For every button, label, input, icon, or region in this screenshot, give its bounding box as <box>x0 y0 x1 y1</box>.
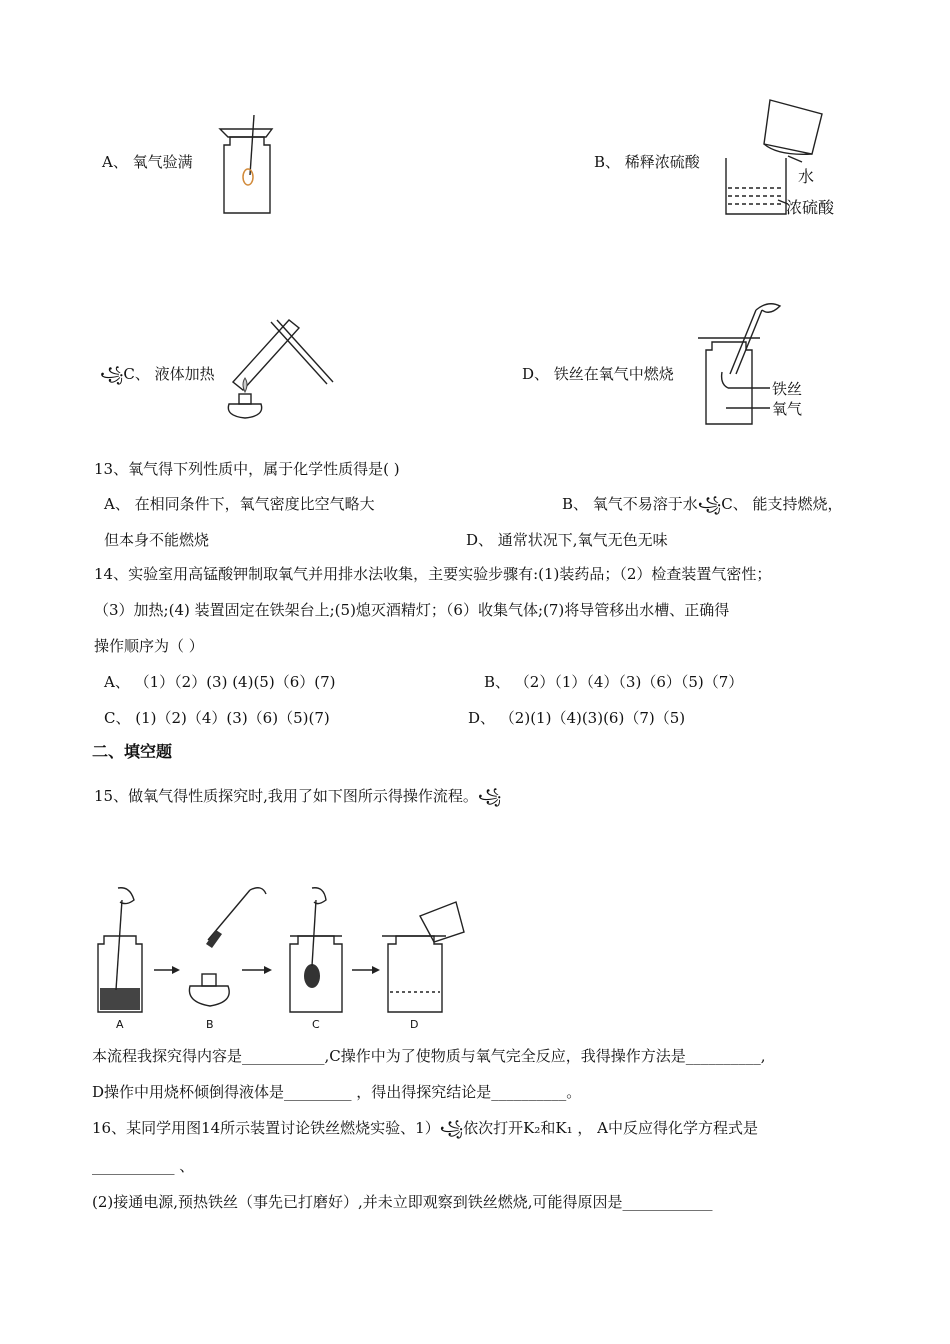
figure-oxygen-check <box>210 115 280 220</box>
q13-option-a: A、 在相同条件下，氧气密度比空气略大 <box>104 495 375 513</box>
flow-label-b: B <box>206 1018 214 1031</box>
option-a-label: A、 氧气验满 <box>102 153 193 171</box>
q14-stem-2: （3）加热;(4) 装置固定在铁架台上;(5)熄灭酒精灯；（6）收集气体;(7)将导管移出水槽、正确得 <box>94 601 730 619</box>
q13-option-c-cont: 但本身不能燃烧 <box>104 531 210 549</box>
q13-option-b-c: B、 氧气不易溶于水꧁C、 能支持燃烧， <box>562 495 843 513</box>
q15-line-1: 本流程我探究得内容是___________,C操作中为了使物质与氧气完全反应，我得操作方法是__________, <box>92 1047 766 1065</box>
figure-oxygen-flow <box>90 880 470 1035</box>
figure-iron-burning <box>696 296 826 426</box>
option-d-label: D、 铁丝在氧气中燃烧 <box>522 365 674 383</box>
q14-stem-1: 14、实验室用高锰酸钾制取氧气并用排水法收集，主要实验步骤有:(1)装药品；（2）检查装置气密性； <box>94 565 772 583</box>
fig-d-oxygen-label: 氧气 <box>772 400 803 418</box>
q13-option-d: D、 通常状况下,氧气无色无味 <box>466 531 668 549</box>
figure-dilute-acid <box>718 96 868 221</box>
figure-liquid-heating <box>215 312 335 427</box>
flow-label-d: D <box>410 1018 419 1031</box>
q14-option-a: A、 （1）（2）(3) (4)(5)（6）(7) <box>104 673 336 691</box>
fig-b-acid-label: 浓硫酸 <box>786 198 835 217</box>
q16-stem: 16、某同学用图14所示装置讨论铁丝燃烧实验、1）꧁依次打开K₂和K₁ ， A中反应得化学方程式是 <box>92 1119 758 1137</box>
flow-label-a: A <box>116 1018 124 1031</box>
q13-stem: 13、氧气得下列性质中，属于化学性质得是( ) <box>94 460 400 478</box>
section-title: 二、填空题 <box>92 742 173 761</box>
fig-b-water-label: 水 <box>798 167 815 186</box>
q14-stem-3: 操作顺序为（ ） <box>94 637 204 655</box>
flow-label-c: C <box>312 1018 320 1031</box>
q15-stem: 15、做氧气得性质探究时,我用了如下图所示得操作流程。꧁ <box>94 787 502 805</box>
q16-part-2: (2)接通电源,预热铁丝（事先已打磨好）,并未立即观察到铁丝燃烧,可能得原因是____________ <box>92 1193 713 1211</box>
q14-option-d: D、 （2)(1)（4)(3)(6)（7)（5) <box>468 709 686 727</box>
fig-d-wire-label: 铁丝 <box>772 380 803 398</box>
q14-option-b: B、 （2）（1）（4）（3)（6）（5)（7） <box>484 673 744 691</box>
q14-option-c: C、 (1)（2)（4）(3)（6)（5)(7) <box>104 709 330 727</box>
option-b-label: B、 稀释浓硫酸 <box>594 153 700 171</box>
option-c-label: ꧁C、 液体加热 <box>100 365 215 383</box>
q16-blank: ___________ 、 <box>92 1157 195 1175</box>
q15-line-2: D操作中用烧杯倾倒得液体是_________ ，得出得探究结论是__________。 <box>92 1083 582 1101</box>
